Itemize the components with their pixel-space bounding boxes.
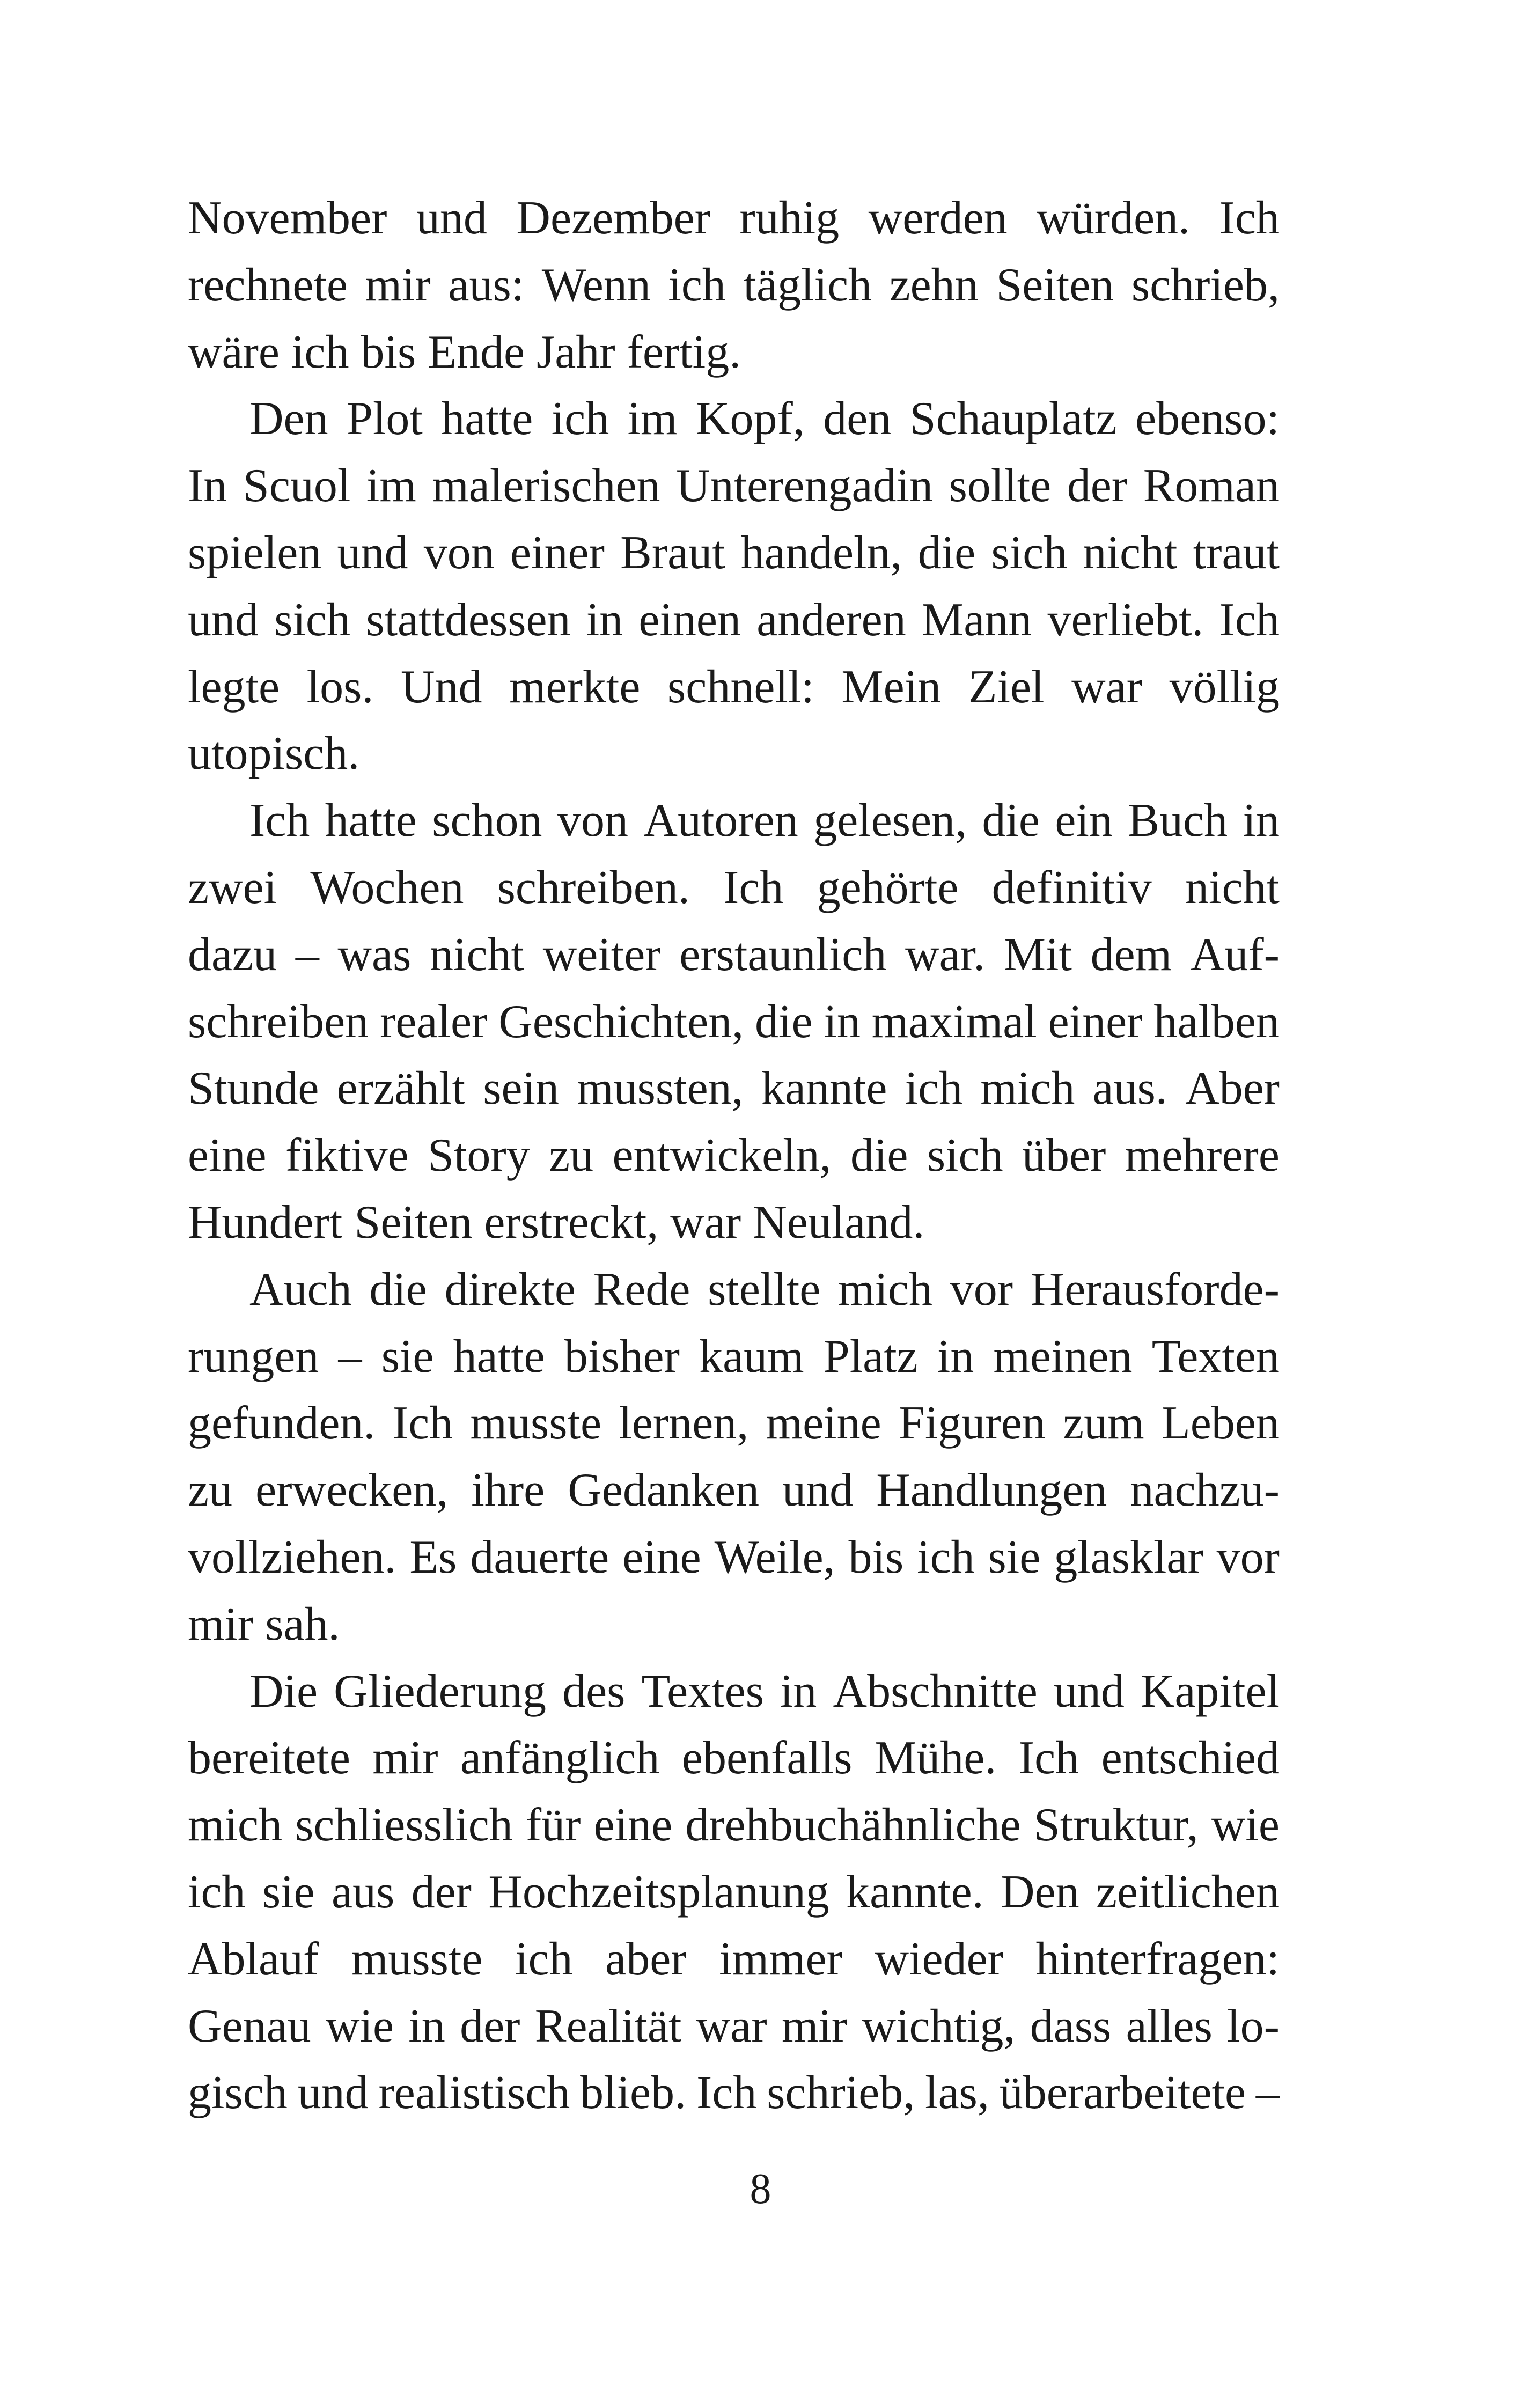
text-line: Stunde erzählt sein mussten, kannte ich mich aus. Aber: [188, 1062, 1280, 1115]
text-line: Ablauf musste ich aber immer wieder hinterfragen:: [188, 1933, 1280, 1985]
text-line: Auch die direkte Rede stellte mich vor Herausforde-: [249, 1263, 1280, 1316]
text-line: Ich hatte schon von Autoren gelesen, die ein Buch in: [249, 795, 1280, 847]
page-number: 8: [750, 2165, 771, 2213]
text-line: mich schliesslich für eine drehbuchähnliche Struktur, wie: [188, 1799, 1280, 1852]
text-line: utopisch.: [188, 728, 360, 780]
text-line: zu erwecken, ihre Gedanken und Handlungen nachzu-: [188, 1464, 1280, 1517]
paragraph: [188, 185, 1280, 386]
text-line: mir sah.: [188, 1598, 340, 1650]
text-line: Den Plot hatte ich im Kopf, den Schauplatz ebenso:: [249, 393, 1280, 445]
text-line: rungen – sie hatte bisher kaum Platz in meinen Texten: [188, 1330, 1280, 1383]
paragraph: [188, 386, 1280, 788]
text-line: wäre ich bis Ende Jahr fertig.: [188, 326, 741, 378]
text-line: In Scuol im malerischen Unterengadin sollte der Roman: [188, 460, 1280, 512]
text-line: bereitete mir anfänglich ebenfalls Mühe. Ich entschied: [188, 1732, 1280, 1785]
text-line: ich sie aus der Hochzeitsplanung kannte. Den zeitlichen: [188, 1866, 1280, 1918]
text-line: Genau wie in der Realität war mir wichtig, dass alles lo-: [188, 2000, 1280, 2052]
text-line: vollziehen. Es dauerte eine Weile, bis ich sie glasklar vor: [188, 1531, 1280, 1583]
text-line: und sich stattdessen in einen anderen Mann verliebt. Ich: [188, 593, 1280, 646]
text-line: gisch und realistisch blieb. Ich schrieb, las, überarbeitete –: [188, 2067, 1280, 2119]
paragraph: [188, 1658, 1280, 2127]
text-line: spielen und von einer Braut handeln, die sich nicht traut: [188, 526, 1280, 579]
paragraph: [188, 1257, 1280, 1658]
text-line: dazu – was nicht weiter erstaunlich war. Mit dem Auf-: [188, 928, 1280, 981]
text-line: rechnete mir aus: Wenn ich täglich zehn Seiten schrieb,: [188, 259, 1280, 311]
text-line: Hundert Seiten erstreckt, war Neuland.: [188, 1196, 925, 1249]
text-line: zwei Wochen schreiben. Ich gehörte definitiv nicht: [188, 861, 1280, 914]
text-line: November und Dezember ruhig werden würden. Ich: [188, 192, 1280, 244]
text-line: legte los. Und merkte schnell: Mein Ziel war völlig: [188, 660, 1280, 713]
text-line: eine fiktive Story zu entwickeln, die sich über mehrere: [188, 1129, 1280, 1182]
text-line: Die Gliederung des Textes in Abschnitte und Kapitel: [249, 1665, 1280, 1717]
body-text: [188, 185, 1280, 2127]
text-line: schreiben realer Geschichten, die in maximal einer halben: [188, 995, 1280, 1048]
text-line: gefunden. Ich musste lernen, meine Figuren zum Leben: [188, 1397, 1280, 1450]
paragraph: [188, 788, 1280, 1257]
